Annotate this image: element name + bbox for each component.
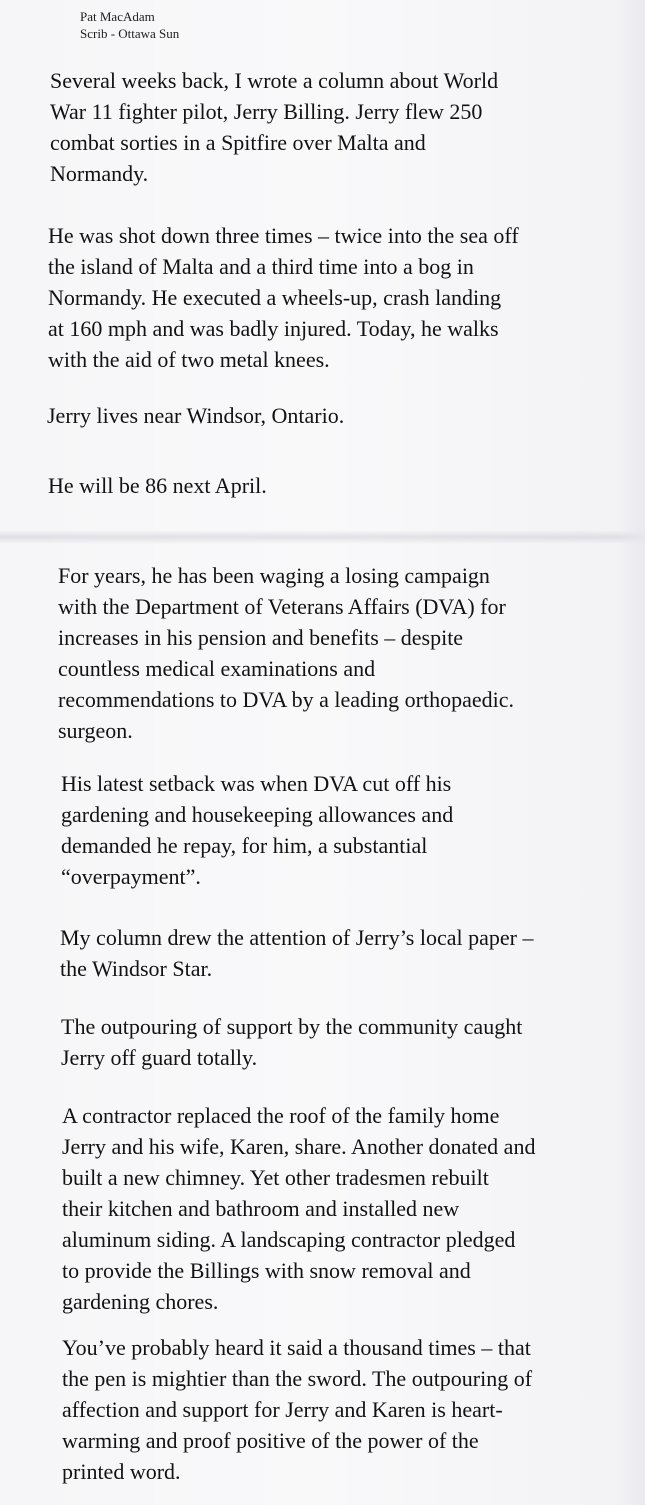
paragraph-1: Several weeks back, I wrote a column about World War 11 fighter pilot, Jerry Billing. Jerry flew 250 combat sorties in a Spitfire over Malta and Normandy.	[50, 68, 499, 186]
paragraph-10: You’ve probably heard it said a thousand times – that the pen is mightier than the sword. The outpouring of affection and support for Jerry and Karen is heart- warming and proof positive of the power of the printed word.	[62, 1335, 533, 1484]
paragraph-9: A contractor replaced the roof of the family home Jerry and his wife, Karen, share. Another donated and built a new chimney. Yet other tradesmen rebuilt their kitchen and bathroom and installed new aluminum siding. A landscaping contractor pledged to provide the Billings with snow removal and gardening chores.	[62, 1103, 536, 1314]
paragraph-5: For years, he has been waging a losing campaign with the Department of Veterans Affairs (DVA) for increases in his pension and benefits – despite countless medical examinations and recommendations to DVA by a leading orthopaedic. surgeon.	[58, 563, 514, 743]
byline-header	[80, 8, 179, 42]
paragraph-8: The outpouring of support by the community caught Jerry off guard totally.	[61, 1014, 523, 1070]
paragraph-7: My column drew the attention of Jerry’s local paper – the Windsor Star.	[60, 925, 534, 981]
author-name: Pat MacAdam	[80, 9, 155, 24]
paragraph-2: He was shot down three times – twice into the sea off the island of Malta and a third time into a bog in Normandy. He executed a wheels-up, crash landing at 160 mph and was badly injured. Today, he walks with the aid of two metal knees.	[48, 223, 519, 372]
paragraph-3: Jerry lives near Windsor, Ontario.	[47, 403, 345, 428]
paragraph-4: He will be 86 next April.	[48, 473, 267, 498]
paragraph-6: His latest setback was when DVA cut off his gardening and housekeeping allowances and demanded he repay, for him, a substantial “overpayment”.	[61, 771, 454, 889]
author-affiliation: Scrib - Ottawa Sun	[80, 26, 180, 41]
paper-fold-crease	[0, 530, 645, 544]
